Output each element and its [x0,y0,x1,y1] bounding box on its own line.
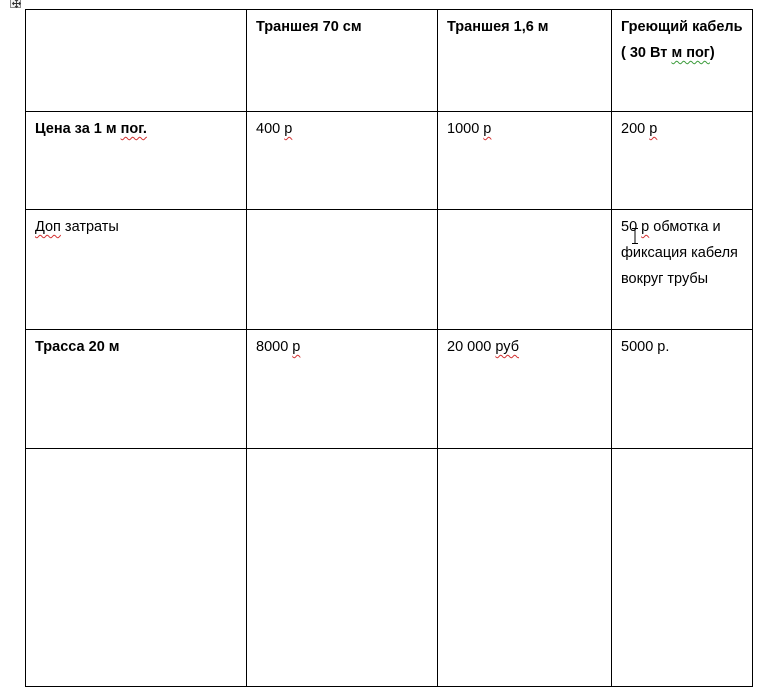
cell-extra-trench-70[interactable] [247,210,438,330]
cell-route-trench-70[interactable] [247,330,438,449]
value-text: 1000 [447,121,484,137]
label-route-text: Трасса 20 м [35,339,120,355]
cell-label-price[interactable] [26,112,247,210]
table-move-handle[interactable] [10,0,21,8]
value-text: 8000 [256,339,293,355]
cell-price-heating-cable[interactable] [612,112,753,210]
value-unit: р [649,121,658,137]
cell-empty-2[interactable] [247,449,438,687]
value-unit: р [483,121,492,137]
header-heating-cable-text: Греющий кабель ( 30 Вт [621,19,743,61]
value-description: обмотка и фиксация кабеля вокруг трубы [621,219,738,287]
value-unit: р [292,339,301,355]
table-row-empty [26,449,753,687]
comparison-table [25,9,753,687]
value-unit: р [284,121,293,137]
cell-header-trench-70[interactable] [247,10,438,112]
value-unit: р [641,219,650,235]
cell-empty-4[interactable] [612,449,753,687]
cell-route-trench-16[interactable] [438,330,612,449]
table-row-route [26,330,753,449]
cell-header-heating-cable[interactable] [612,10,753,112]
text-cursor-icon [631,228,639,244]
cell-route-heating-cable[interactable] [612,330,753,449]
label-price-text: Цена за 1 м [35,121,121,137]
header-heating-cable-close: ) [709,45,715,61]
cell-extra-trench-16[interactable] [438,210,612,330]
cell-label-route[interactable] [26,330,247,449]
label-extra-costs-abbr: Доп [35,219,61,235]
cell-label-extra-costs[interactable] [26,210,247,330]
move-arrows-icon [12,0,21,8]
value-text: 20 000 [447,339,496,355]
table-row-header [26,10,753,112]
header-trench-16-text: Траншея 1,6 м [447,19,549,35]
value-unit: руб [495,339,520,355]
value-text: 200 [621,121,650,137]
value-text: 5000 р. [621,339,670,355]
header-heating-cable-unit: м пог [671,45,710,61]
cell-price-trench-70[interactable] [247,112,438,210]
value-text: 50 [621,219,642,235]
cell-empty-3[interactable] [438,449,612,687]
label-extra-costs-text: затраты [60,219,119,235]
cell-header-empty[interactable] [26,10,247,112]
header-trench-70-text: Траншея 70 см [256,19,362,35]
cell-price-trench-16[interactable] [438,112,612,210]
table-row-price [26,112,753,210]
value-text: 400 [256,121,285,137]
cell-header-trench-16[interactable] [438,10,612,112]
table-row-extra-costs [26,210,753,330]
label-price-unit: пог. [120,121,147,137]
cell-empty-1[interactable] [26,449,247,687]
